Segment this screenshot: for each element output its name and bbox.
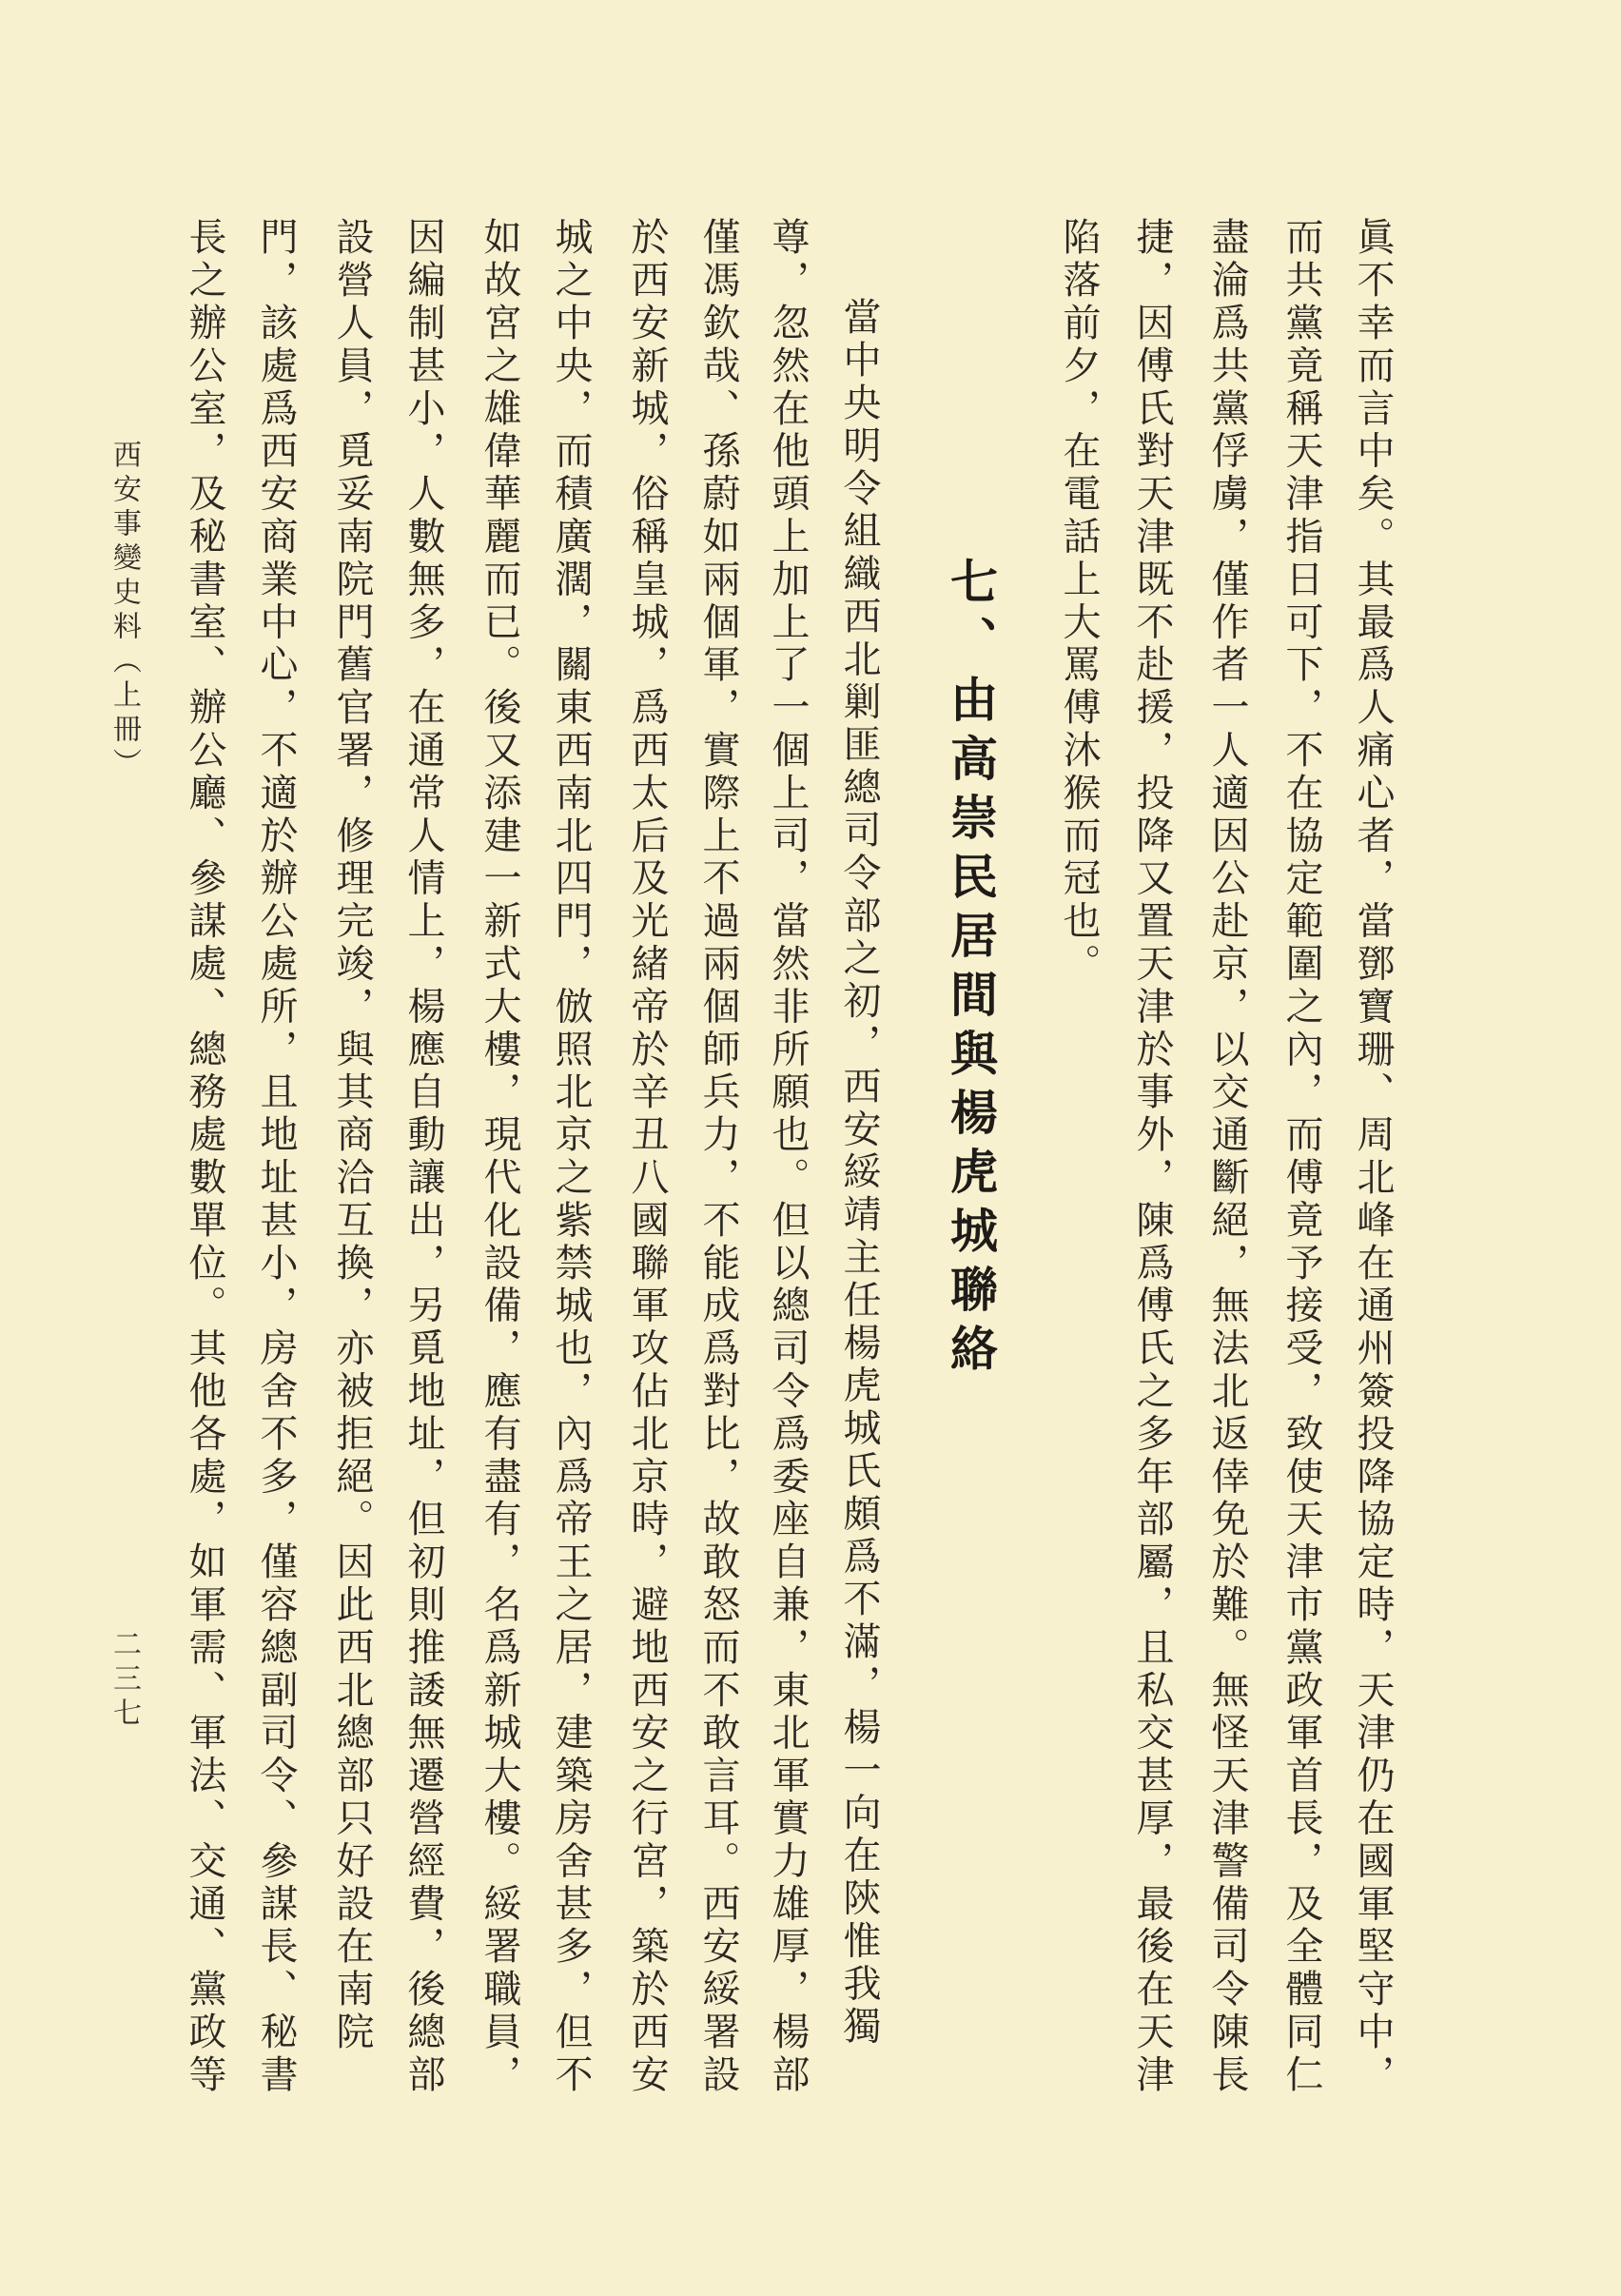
text-column: 而共黨竟稱天津指日可下，不在協定範圍之內，而傅竟予接受，致使天津市黨政軍首長，及全體同仁: [1279, 217, 1323, 2097]
text-column: 捷，因傅氏對天津既不赴援，投降又置天津於事外，陳爲傅氏之多年部屬，且私交甚厚，最後在天津: [1130, 217, 1174, 2097]
section-title: 七、由高崇民居間與楊虎城聯絡: [943, 557, 999, 1383]
book-title-footer: 西安事變史料（上冊）: [107, 440, 141, 782]
text-column: 僅馮欽哉、孫蔚如兩個軍，實際上不過兩個師兵力，不能成爲對比，故敢怒而不敢言耳。西安綏署設: [696, 217, 740, 2097]
text-column: 因編制甚小，人數無多，在通常人情上，楊應自動讓出，另覓地址，但初則推諉無遷營經費，後總部: [401, 217, 445, 2097]
text-column: 尊，忽然在他頭上加上了一個上司，當然非所願也。但以總司令爲委座自兼，東北軍實力雄厚，楊部: [766, 217, 810, 2097]
text-column: 如故宮之雄偉華麗而已。後又添建一新式大樓，現代化設備，應有盡有，名爲新城大樓。綏署職員，: [478, 217, 521, 2097]
paragraph-first-column: 當中央明令組織西北剿匪總司令部之初，西安綏靖主任楊虎城氏頗爲不滿，楊一向在陝惟我獨: [837, 297, 881, 2049]
page-number: 二三七: [107, 1629, 141, 1732]
text-column: 門，該處爲西安商業中心，不適於辦公處所，且地址甚小，房舍不多，僅容總副司令、參謀長、秘書: [254, 217, 298, 2097]
text-column: 設營人員，覓妥南院門舊官署，修理完竣，與其商洽互換，亦被拒絕。因此西北總部只好設在南院: [330, 217, 374, 2054]
text-column: 於西安新城，俗稱皇城，爲西太后及光緒帝於辛丑八國聯軍攻佔北京時，避地西安之行宮，築於西安: [625, 217, 669, 2097]
text-column: 城之中央，而積廣濶，關東西南北四門，倣照北京之紫禁城也，內爲帝王之居，建築房舍甚多，但不: [549, 217, 593, 2097]
text-column: 長之辦公室，及秘書室、辦公廳、參謀處、總務處數單位。其他各處，如軍需、軍法、交通、黨政等: [183, 217, 226, 2097]
text-column: 陷落前夕，在電話上大罵傅沐猴而冠也。: [1057, 217, 1101, 987]
text-column: 眞不幸而言中矣。其最爲人痛心者，當鄧寶珊、周北峰在通州簽投降協定時，天津仍在國軍堅守中，: [1351, 217, 1395, 2097]
text-column: 盡淪爲共黨俘虜，僅作者一人適因公赴京，以交通斷絕，無法北返倖免於難。無怪天津警備司令陳長: [1205, 217, 1249, 2097]
